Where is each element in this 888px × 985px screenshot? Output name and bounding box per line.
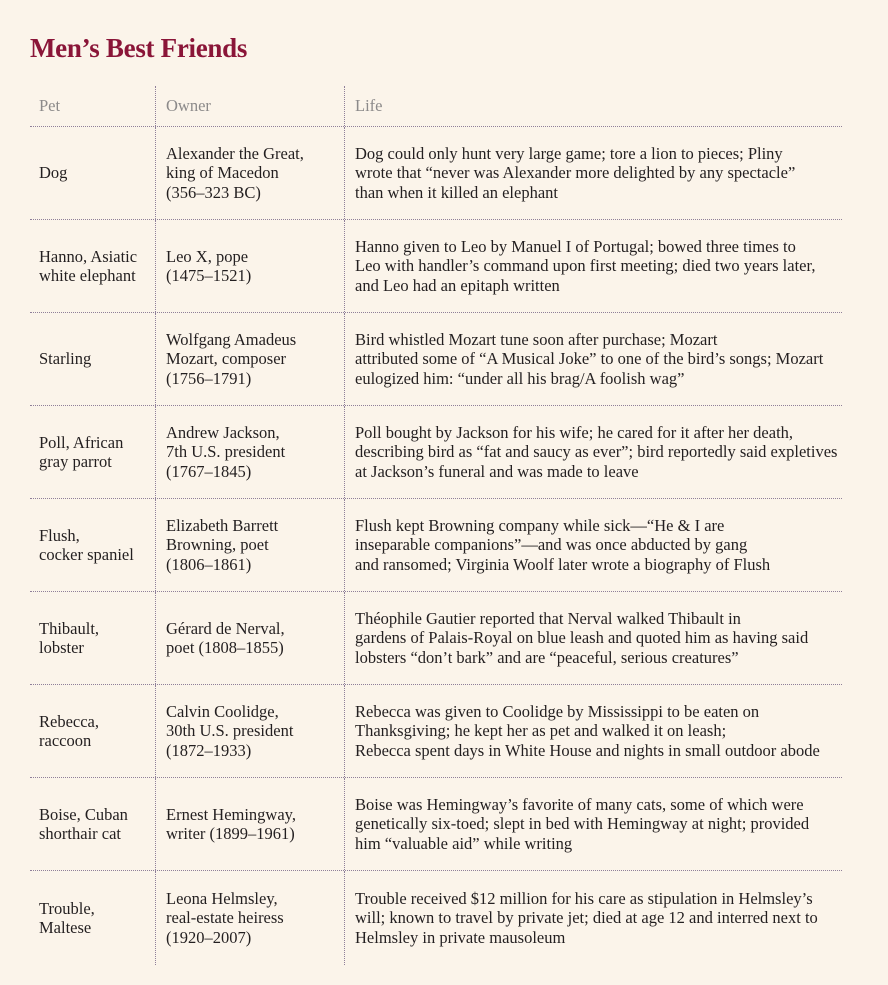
owner-cell: Ernest Hemingway, writer (1899–1961) [155,778,344,870]
column-header-pet: Pet [39,96,61,115]
pet-cell: Thibault, lobster [39,618,100,657]
life-cell: Théophile Gautier reported that Nerval walked Thibault in gardens of Palais-Royal on blue leash and quoted him as having said lobsters “don’t bark” and are “peaceful, serious creatures” [344,592,842,684]
life-cell: Bird whistled Mozart tune soon after purchase; Mozart attributed some of “A Musical Joke” to one of the bird’s songs; Mozart eulogized him: “under all his brag/A foolish wag” [344,313,842,405]
table-row [30,778,842,871]
life-cell: Poll bought by Jackson for his wife; he cared for it after her death, describing bird as “fat and saucy as ever”; bird reportedly said expletives at Jackson’s funeral and was made to leave [344,406,842,498]
pet-cell: Poll, African gray parrot [39,432,124,471]
owner-cell: Leo X, pope (1475–1521) [155,220,344,312]
pet-cell: Starling [39,349,92,369]
owner-cell: Elizabeth Barrett Browning, poet (1806–1861) [155,499,344,591]
owner-cell: Alexander the Great, king of Macedon (356–323 BC) [155,127,344,219]
column-header-owner: Owner [155,86,344,126]
column-header-life: Life [344,86,842,126]
page-title: Men’s Best Friends [30,33,248,63]
owner-cell: Gérard de Nerval, poet (1808–1855) [155,592,344,684]
table-row [30,220,842,313]
table-row [30,127,842,220]
owner-cell: Calvin Coolidge, 30th U.S. president (1872–1933) [155,685,344,777]
table-row [30,406,842,499]
pet-cell: Dog [39,163,68,183]
life-cell: Flush kept Browning company while sick—“He & I are inseparable companions”—and was once abducted by gang and ransomed; Virginia Woolf later wrote a biography of Flush [344,499,842,591]
owner-cell: Andrew Jackson, 7th U.S. president (1767–1845) [155,406,344,498]
table-row [30,313,842,406]
table-header [30,86,842,127]
pet-cell: Boise, Cuban shorthair cat [39,804,128,843]
table-row [30,871,842,965]
pet-cell: Trouble, Maltese [39,898,95,937]
table-row [30,499,842,592]
pets-table [30,86,842,965]
pet-cell: Flush, cocker spaniel [39,525,134,564]
table-row [30,592,842,685]
life-cell: Dog could only hunt very large game; tore a lion to pieces; Pliny wrote that “never was Alexander more delighted by any spectacle” than when it killed an elephant [344,127,842,219]
pet-cell: Hanno, Asiatic white elephant [39,246,138,285]
owner-cell: Wolfgang Amadeus Mozart, composer (1756–1791) [155,313,344,405]
life-cell: Rebecca was given to Coolidge by Mississippi to be eaten on Thanksgiving; he kept her as pet and walked it on leash; Rebecca spent days in White House and nights in small outdoor abode [344,685,842,777]
pet-cell: Rebecca, raccoon [39,711,99,750]
life-cell: Hanno given to Leo by Manuel I of Portugal; bowed three times to Leo with handler’s command upon first meeting; died two years later, and Leo had an epitaph written [344,220,842,312]
table-row [30,685,842,778]
life-cell: Boise was Hemingway’s favorite of many cats, some of which were genetically six-toed; slept in bed with Hemingway at night; provided him “valuable aid” while writing [344,778,842,870]
life-cell: Trouble received $12 million for his care as stipulation in Helmsley’s will; known to travel by private jet; died at age 12 and interred next to Helmsley in private mausoleum [344,871,842,965]
owner-cell: Leona Helmsley, real-estate heiress (1920–2007) [155,871,344,965]
